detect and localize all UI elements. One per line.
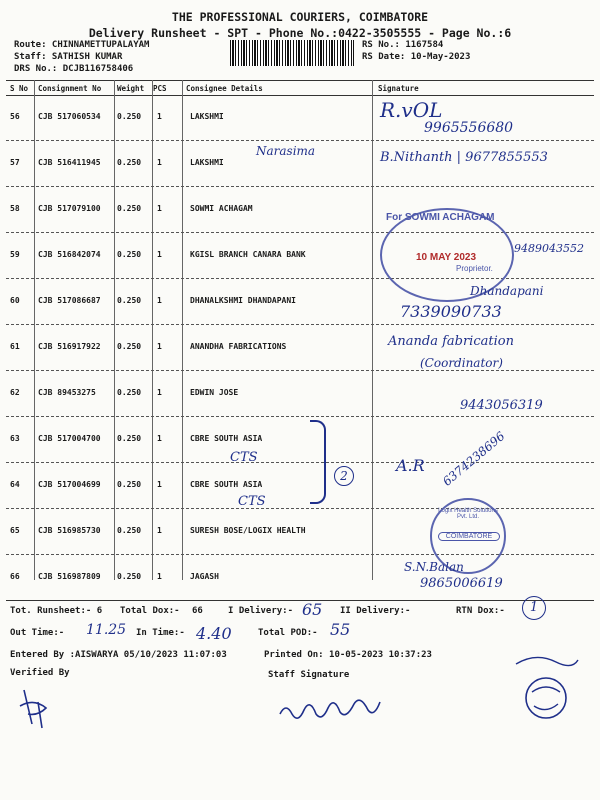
- office-stamp-signature: [506, 652, 586, 726]
- row-separator: [6, 508, 594, 509]
- drs-label: DRS No.: DCJB116758406: [14, 64, 134, 74]
- total-pod-value: 55: [330, 620, 351, 639]
- handwritten-signature-66: S.N.Balan: [404, 560, 464, 574]
- row-consignment-no: CJB 516985730: [38, 526, 101, 535]
- row-consignee: KGISL BRANCH CANARA BANK: [190, 250, 306, 259]
- row-separator: [6, 416, 594, 417]
- table-row: [0, 510, 600, 556]
- total-dox-label: Total Dox:-: [120, 606, 180, 616]
- row-consignment-no: CJB 517060534: [38, 112, 101, 121]
- handwritten-phone-66: 9865006619: [420, 576, 503, 591]
- row-pcs: 1: [157, 434, 162, 443]
- row-consignment-no: CJB 517004699: [38, 480, 101, 489]
- rs-number: RS No.: 1167584: [362, 40, 444, 50]
- verified-signature: [16, 684, 56, 734]
- row-pcs: 1: [157, 526, 162, 535]
- row-sno: 66: [10, 572, 20, 581]
- company-title: THE PROFESSIONAL COURIERS, COIMBATORE: [171, 10, 429, 24]
- handwritten-signature-56: R.vOL: [380, 98, 443, 122]
- out-time-value: 11.25: [86, 622, 127, 638]
- handwritten-note-57: Narasima: [256, 144, 316, 158]
- row-sno: 56: [10, 112, 20, 121]
- handwritten-signature-63: A.R: [396, 456, 425, 475]
- table-top-border: [6, 80, 594, 81]
- handwritten-phone-62: 9443056319: [460, 398, 543, 413]
- row-pcs: 1: [157, 480, 162, 489]
- printed-on: Printed On: 10-05-2023 10:37:23: [264, 650, 432, 660]
- row-weight: 0.250: [117, 526, 142, 535]
- handwritten-phone-59: 9489043552: [514, 242, 584, 255]
- row-weight: 0.250: [117, 572, 142, 581]
- row-pcs: 1: [157, 296, 162, 305]
- row-separator: [6, 554, 594, 555]
- row-sno: 57: [10, 158, 20, 167]
- row-consignee: JAGASH: [190, 572, 219, 581]
- col-consignment: Consignment No: [38, 84, 102, 93]
- table-row: [0, 326, 600, 372]
- rs-date: RS Date: 10-May-2023: [362, 52, 471, 62]
- handwritten-phone-56: 9965556680: [424, 120, 514, 136]
- in-time-value: 4.40: [196, 624, 232, 643]
- row-sno: 63: [10, 434, 20, 443]
- row-sno: 59: [10, 250, 20, 259]
- row-separator: [6, 462, 594, 463]
- table-row: [0, 188, 600, 234]
- col-weight: Weight: [117, 84, 145, 93]
- staff-label: Staff: SATHISH KUMAR: [14, 52, 123, 62]
- row-weight: 0.250: [117, 204, 142, 213]
- rtn-dox-value: 1: [522, 596, 546, 620]
- table-bottom-border: [6, 600, 594, 601]
- row-pcs: 1: [157, 388, 162, 397]
- row-sno: 60: [10, 296, 20, 305]
- col-pcs: PCS: [153, 84, 167, 93]
- col-consignee: Consignee Details: [186, 84, 263, 93]
- row-pcs: 1: [157, 112, 162, 121]
- row-consignment-no: CJB 516411945: [38, 158, 101, 167]
- col-sno: S No: [10, 84, 29, 93]
- stamp-company: Logix Health Solutions Pvt. Ltd.: [438, 508, 498, 520]
- table-row: [0, 464, 600, 510]
- tot-runsheet: Tot. Runsheet:- 6: [10, 606, 103, 616]
- row-consignment-no: CJB 517086687: [38, 296, 101, 305]
- row-consignee: CBRE SOUTH ASIA: [190, 480, 263, 489]
- row-consignment-no: CJB 516987809: [38, 572, 101, 581]
- row-sno: 64: [10, 480, 20, 489]
- row-weight: 0.250: [117, 250, 142, 259]
- handwritten-signature-61: Ananda fabrication: [388, 334, 514, 349]
- handwritten-phone-63: 6374238696: [440, 428, 508, 489]
- row-sno: 62: [10, 388, 20, 397]
- row-pcs: 1: [157, 204, 162, 213]
- row-consignee: LAKSHMI: [190, 158, 224, 167]
- handwritten-signature-60: Dhandapani: [470, 284, 544, 298]
- rtn-dox-label: RTN Dox:-: [456, 606, 505, 616]
- row-consignee: DHANALKSHMI DHANDAPANI: [190, 296, 296, 305]
- route-label: Route: CHINNAMETTUPALAYAM: [14, 40, 150, 50]
- row-separator: [6, 278, 594, 279]
- row-pcs: 1: [157, 250, 162, 259]
- row-weight: 0.250: [117, 296, 142, 305]
- stamp-date: 10 MAY 2023: [416, 252, 477, 263]
- row-sno: 65: [10, 526, 20, 535]
- stamp-proprietor: Proprietor.: [456, 264, 493, 273]
- row-consignment-no: CJB 516842074: [38, 250, 101, 259]
- row-pcs: 1: [157, 342, 162, 351]
- total-dox-value: 66: [192, 606, 203, 616]
- table-row: [0, 556, 600, 602]
- i-delivery-label: I Delivery:-: [228, 606, 294, 616]
- handwritten-signature-57: B.Nithanth | 9677855553: [380, 150, 548, 165]
- row-consignee: EDWIN JOSE: [190, 388, 239, 397]
- staff-signature-label: Staff Signature: [268, 670, 350, 680]
- row-consignment-no: CJB 517079100: [38, 204, 101, 213]
- in-time-label: In Time:-: [136, 628, 185, 638]
- row-separator: [6, 186, 594, 187]
- row-consignee: CBRE SOUTH ASIA: [190, 434, 263, 443]
- row-consignee: ANANDHA FABRICATIONS: [190, 342, 287, 351]
- handwritten-signature-61b: (Coordinator): [420, 356, 503, 370]
- staff-signature: [276, 684, 386, 732]
- row-separator: [6, 140, 594, 141]
- row-consignee: LAKSHMI: [190, 112, 224, 121]
- out-time-label: Out Time:-: [10, 628, 65, 638]
- bracket-mark: [310, 420, 326, 504]
- col-signature: Signature: [378, 84, 419, 93]
- row-sno: 61: [10, 342, 20, 351]
- stamp-city: COIMBATORE: [438, 532, 500, 541]
- row-pcs: 1: [157, 572, 162, 581]
- row-weight: 0.250: [117, 480, 142, 489]
- row-consignee: SURESH BOSE/LOGIX HEALTH: [190, 526, 306, 535]
- stamp-text: For SOWMI ACHAGAM: [386, 212, 495, 223]
- row-weight: 0.250: [117, 112, 142, 121]
- handwritten-cts-63: CTS: [230, 450, 258, 465]
- verified-by-label: Verified By: [10, 668, 70, 678]
- row-consignment-no: CJB 516917922: [38, 342, 101, 351]
- row-weight: 0.250: [117, 388, 142, 397]
- entered-by: Entered By :AISWARYA 05/10/2023 11:07:03: [10, 650, 227, 660]
- row-consignment-no: CJB 89453275: [38, 388, 96, 397]
- row-separator: [6, 370, 594, 371]
- runsheet-subtitle: Delivery Runsheet - SPT - Phone No.:0422-3505555 - Page No.:6: [88, 26, 512, 40]
- ii-delivery-label: II Delivery:-: [340, 606, 411, 616]
- row-sno: 58: [10, 204, 20, 213]
- row-separator: [6, 324, 594, 325]
- i-delivery-value: 65: [302, 600, 323, 619]
- row-consignment-no: CJB 517004700: [38, 434, 101, 443]
- row-weight: 0.250: [117, 158, 142, 167]
- handwritten-cts-64: CTS: [238, 494, 266, 509]
- table-row: [0, 418, 600, 464]
- total-pod-label: Total POD:-: [258, 628, 318, 638]
- circled-number: 2: [334, 466, 354, 486]
- row-weight: 0.250: [117, 434, 142, 443]
- row-consignee: SOWMI ACHAGAM: [190, 204, 253, 213]
- handwritten-phone-60: 7339090733: [400, 302, 502, 321]
- barcode: [230, 40, 354, 66]
- row-pcs: 1: [157, 158, 162, 167]
- row-weight: 0.250: [117, 342, 142, 351]
